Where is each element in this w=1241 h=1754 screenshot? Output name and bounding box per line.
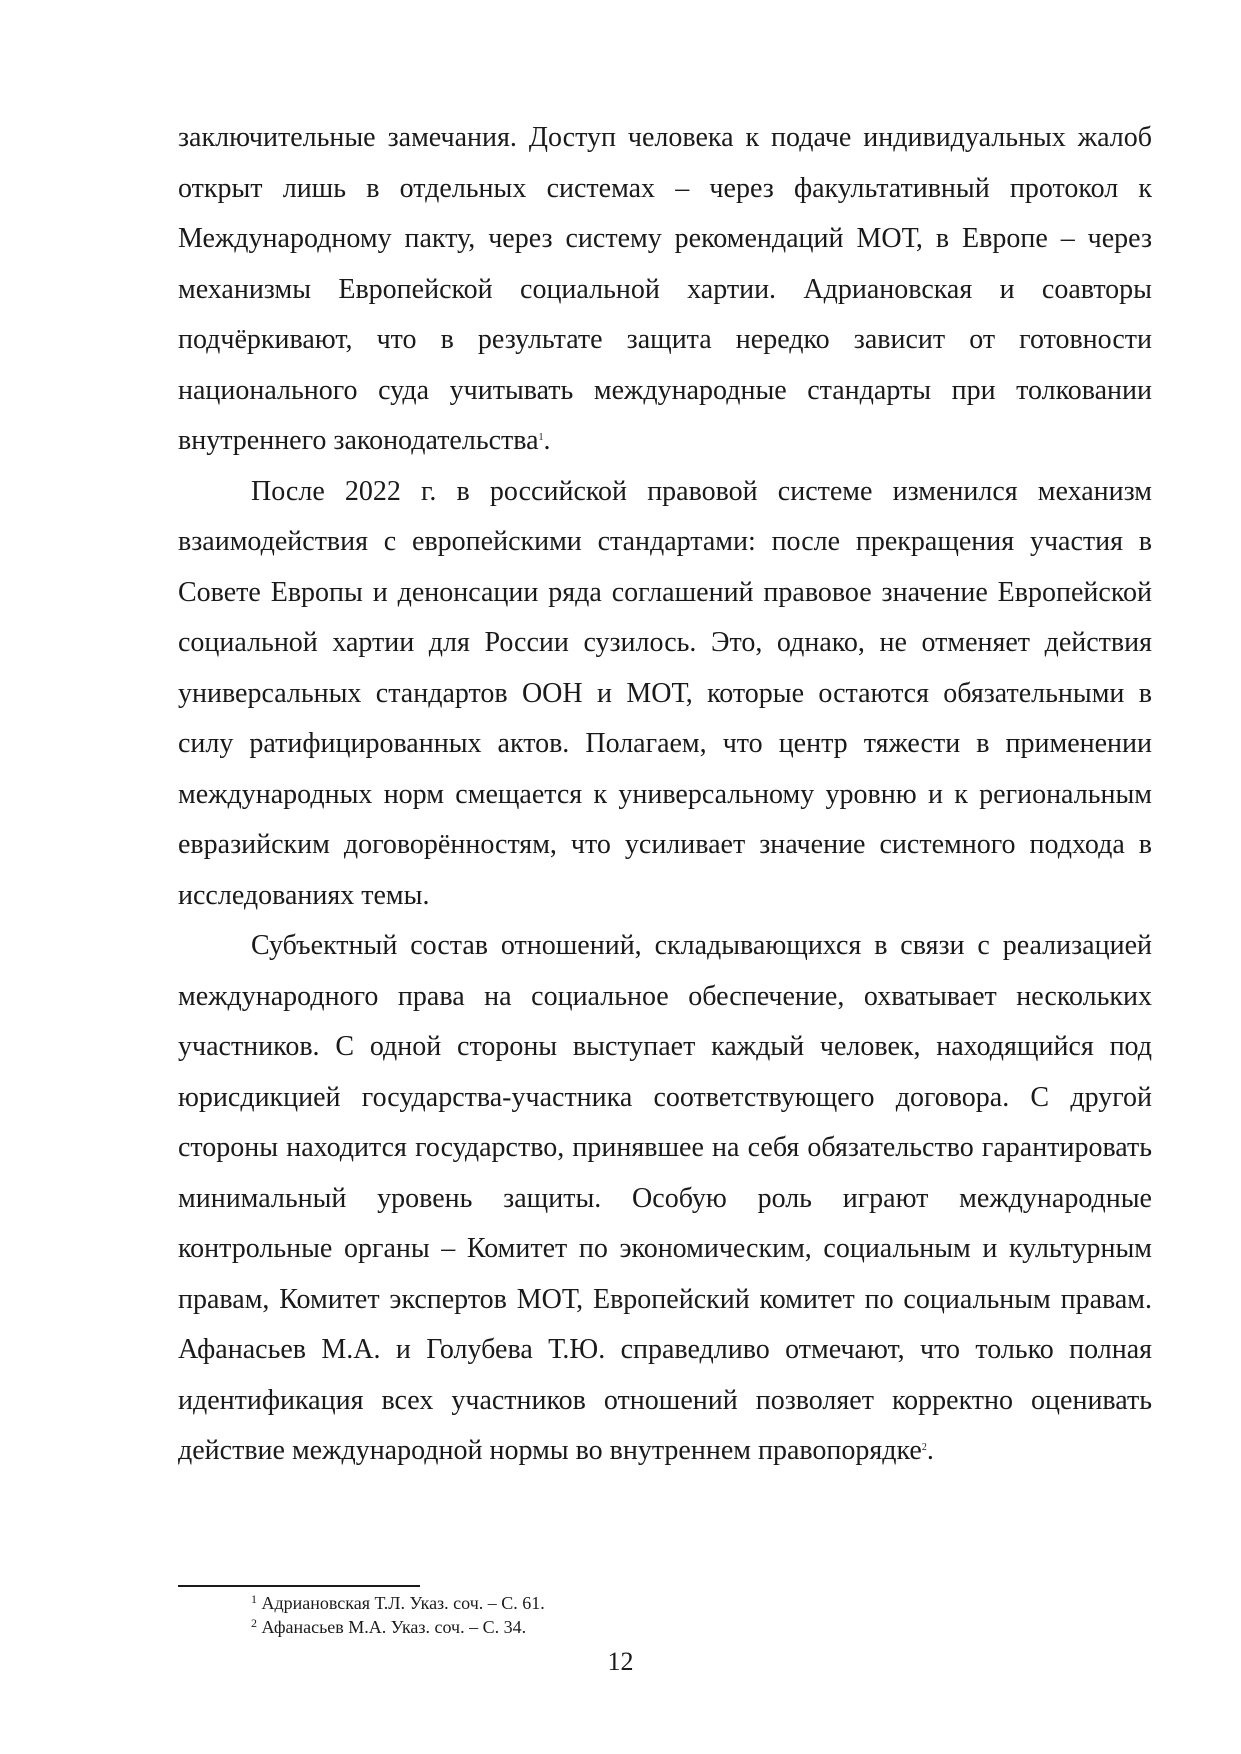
footnote-2: [251, 1615, 1151, 1639]
footnote-2-text: Афанасьев М.А. Указ. соч. – С. 34.: [261, 1617, 527, 1637]
paragraph-2: [178, 467, 1152, 922]
footnote-2-number: 2: [251, 1616, 257, 1630]
paragraph-3-end: .: [926, 1435, 934, 1466]
page-number: 12: [607, 1647, 634, 1676]
footnote-separator: [178, 1585, 420, 1587]
footnote-1: [251, 1591, 1151, 1615]
paragraph-2-text: После 2022 г. в российской правовой системе изменился механизм взаимодействия с европейскими стандартами: после прекращения участия в Совете Европы и денонсации ряда соглашений правовое значение Европейской социальной хартии для России сузилось. Это, однако, не отменяет действия универсальных стандартов ООН и МОТ, которые остаются обязательными в силу ратифицированных актов. Полагаем, что центр тяжести в применении международных норм смещается к универсальному уровню и к региональным евразийским договорённостям, что усиливает значение системного подхода в исследованиях темы.: [178, 475, 1152, 911]
footnote-ref-2[interactable]: 2: [921, 1442, 927, 1453]
footnote-ref-1[interactable]: 1: [538, 432, 544, 443]
footnote-1-text: Адриановская Т.Л. Указ. соч. – С. 61.: [261, 1593, 545, 1613]
footnote-1-number: 1: [251, 1592, 257, 1606]
paragraph-3: [178, 921, 1152, 1477]
paragraph-3-text: Субъектный состав отношений, складывающихся в связи с реализацией международного права на социальное обеспечение, охватывает нескольких участников. С одной стороны выступает каждый человек, находящийся под юрисдикцией государства-участника соответствующего договора. С другой стороны находится государство, принявшее на себя обязательство гарантировать минимальный уровень защиты. Особую роль играют международные контрольные органы – Комитет по экономическим, социальным и культурным правам, Комитет экспертов МОТ, Европейский комитет по социальным правам. Афанасьев М.А. и Голубева Т.Ю. справедливо отмечают, что только полная идентификация всех участников отношений позволяет корректно оценивать действие международной нормы во внутреннем правопорядке: [178, 930, 1152, 1466]
paragraph-1-end: .: [543, 425, 551, 456]
paragraph-1: [178, 113, 1152, 467]
body-text: [178, 113, 1152, 1477]
paragraph-1-text: заключительные замечания. Доступ человека к подаче индивидуальных жалоб открыт лишь в отдельных системах – через факультативный протокол к Международному пакту, через систему рекомендаций МОТ, в Европе – через механизмы Европейской социальной хартии. Адриановская и соавторы подчёркивают, что в результате защита нередко зависит от готовности национального суда учитывать международные стандарты при толковании внутреннего законодательства: [178, 122, 1152, 456]
footnotes: [251, 1591, 1151, 1639]
